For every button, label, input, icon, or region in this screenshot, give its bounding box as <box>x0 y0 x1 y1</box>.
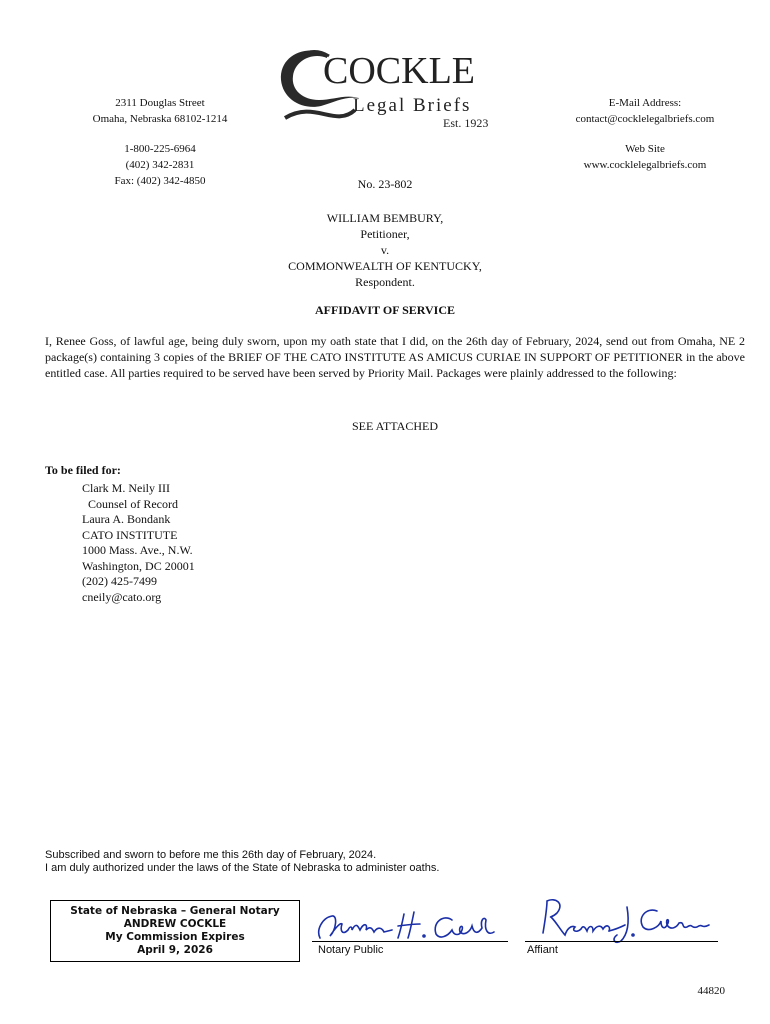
logo-subtitle: Legal Briefs <box>353 95 472 116</box>
notary-stamp <box>50 900 300 962</box>
stamp-line-3: My Commission Expires <box>105 931 245 943</box>
see-attached: SEE ATTACHED <box>351 419 439 433</box>
sworn-line-2: I am duly authorized under the laws of the State of Nebraska to administer oaths. <box>45 862 440 874</box>
firm-phones <box>60 141 260 189</box>
firm-address <box>60 95 260 127</box>
website-label: Web Site <box>625 143 665 155</box>
firm-city: Omaha, Nebraska 68102-1214 <box>92 113 228 125</box>
stamp-line-4: April 9, 2026 <box>137 944 213 956</box>
affiant-signature <box>525 893 725 948</box>
sworn-line-1: Subscribed and sworn to before me this 26th day of February, 2024. <box>45 849 377 861</box>
stamp-line-1: State of Nebraska – General Notary <box>70 905 280 917</box>
document-number: 44820 <box>697 985 725 997</box>
respondent-role: Respondent. <box>355 275 415 289</box>
notary-signature <box>312 900 512 945</box>
counsel-role: Counsel of Record <box>88 496 178 511</box>
phone-tollfree: 1-800-225-6964 <box>124 143 196 155</box>
affiant-label: Affiant <box>527 944 558 956</box>
affiant-signature-line <box>525 941 718 942</box>
docket-number: No. 23-802 <box>357 177 413 191</box>
counsel-email: cneily@cato.org <box>82 589 162 604</box>
filed-for-list <box>82 481 195 605</box>
city-state-zip: Washington, DC 20001 <box>82 558 195 573</box>
firm-website <box>560 141 730 173</box>
petitioner-role: Petitioner, <box>360 227 410 241</box>
logo-established: Est. 1923 <box>443 116 489 130</box>
petitioner-name: WILLIAM BEMBURY, <box>326 211 444 225</box>
counsel-phone: (202) 425-7499 <box>82 574 157 588</box>
firm-email <box>560 95 730 127</box>
versus: v. <box>380 243 390 257</box>
affidavit-body: I, Renee Goss, of lawful age, being duly sworn, upon my oath state that I did, on the 26th day of February, 2024, send out from Omaha, NE 2 package(s) containing 3 copies of the BRIEF OF THE CATO INSTITUTE AS AMICUS CURIAE IN SUPPORT OF PETITIONER in the above entitled case. All parties required to be served have been served by Priority Mail. Packages were plainly addressed to the following: <box>45 334 745 380</box>
notary-label: Notary Public <box>318 944 384 956</box>
counsel-name: Clark M. Neily III <box>82 481 170 495</box>
sworn-statement <box>45 849 439 875</box>
phone-fax: Fax: (402) 342-4850 <box>114 175 206 187</box>
case-caption <box>230 210 540 290</box>
respondent-name: COMMONWEALTH OF KENTUCKY, <box>288 259 482 273</box>
logo-wordmark: COCKLE <box>323 50 475 92</box>
firm-street: 2311 Douglas Street <box>115 97 205 109</box>
co-counsel-name: Laura A. Bondank <box>82 512 171 526</box>
email-label: E-Mail Address: <box>608 97 682 109</box>
street-address: 1000 Mass. Ave., N.W. <box>82 543 193 557</box>
email-address: contact@cocklelegalbriefs.com <box>575 113 715 125</box>
document-title: AFFIDAVIT OF SERVICE <box>314 303 456 317</box>
stamp-line-2: ANDREW COCKLE <box>123 918 227 930</box>
notary-signature-line <box>312 941 508 942</box>
cockle-logo <box>275 40 505 135</box>
filed-for-label: To be filed for: <box>45 463 121 477</box>
website-url: www.cocklelegalbriefs.com <box>583 159 707 171</box>
organization: CATO INSTITUTE <box>82 527 178 542</box>
phone-local: (402) 342-2831 <box>125 159 195 171</box>
